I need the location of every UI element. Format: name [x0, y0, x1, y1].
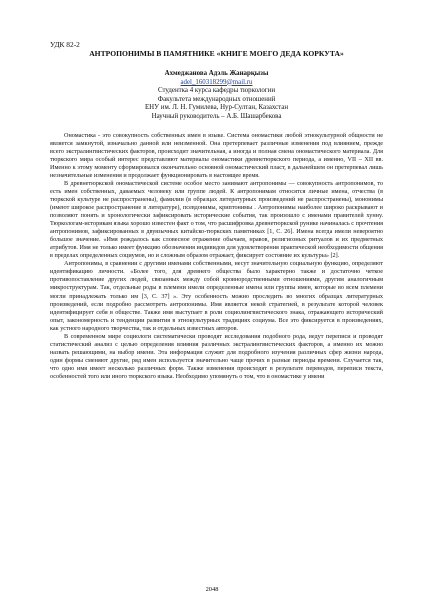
article-title: АНТРОПОНИМЫ В ПАМЯТНИКЕ «КНИГЕ МОЕГО ДЕДА КОРКУТА»: [89, 49, 344, 58]
page-number: 2048: [205, 586, 219, 593]
body-paragraph: Антропонимы, в сравнении с другими именами собственными, несут значительную социальную функцию, определяют идентификацию личности. «Более того, для древнего общества было характерно также и достаточно четкое противопоставление других людей, связанных между собой кровнородственными отношениями, другим аналогичным микроструктурам. Так, отдельные роды в племени имели определенные имена или группы имен, которые во всем племени могли принадлежать только им [3, С. 37] ». Эту особенность можно проследить во многих образцах литературных произведений, если подробно рассмотреть антропонимы. Имя является некой стратегией, в результате которой человек идентифицирует себя в обществе. Также имя выступает в роли социолингвистического знака, отражающего исторический опыт, закономерность и тенденции развития в этнокультурных традициях социума. Все это фиксируется в произведениях, как устного народного творчества, так и отдельных известных авторов.: [50, 260, 383, 332]
author-affiliation-line: Факультета международных отношений: [157, 95, 276, 103]
author-email-link[interactable]: adel_160318299@mail.ru: [180, 78, 253, 86]
author-affiliation-line: ЕНУ им. Л. Н. Гумилева, Нур-Султан, Казахстан: [144, 104, 289, 112]
scientific-supervisor: Научный руководитель – А.Б. Шашарбекова: [151, 112, 282, 120]
body-paragraph: В современном мире социологи систематически проводят исследования подобного рода, ведут переписи и проводят статистический анализ с целью определения влияния различных экстралингвистических факторов, а именно их можно назвать решающими, на выбор имени. Эта информация служит для подробного изучения различных сфер жизни народа, один формы сменяют другие, ряд имен используется значительно чаще прочих в разные периоды времени. Случается так, что одно имя имеет несколько различных форм. Также изменения происходят в результате переводов, переписи текста, особенностей того или иного тюркского языка. Необходимо упомянуть о том, что в ономастике у имени: [50, 332, 383, 380]
body-paragraph: В древнетюркской ономастической системе особое место занимают антропонимы — совокупность антропонимов, то есть имен собственных, даваемых человеку или группе людей. К антропонимам относятся личные имена, отчества (в тюркской культуре не распространены), фамилии (в образцах литературных произведений не распространены), мононимы (имеют широкое распространение в литературе), псевдонимы, криптонимы . Антропонимы наиболее широко раскрывают и позволяют понять и хронологически зафиксировать исторические события, так произошло с именами правителей хунну. Тюркологам-историкам языка хорошо известен факт о том, что расшифровка древнетюркской рунике начиналась с прочтения антропонимов, зафиксированных в двуязычных китайско-тюркских памятниках [1, С. 26]. Имена всегда имели невероятно большое значение. «Имя рождалось как словесное отражение обычаев, нравов, религиозных ритуалов и их предметных атрибутов. Имя не только имеет функцию обозначения индивидов для удовлетворения практической необходимости общения в пределах определенных социумов, но и сложным образом отражает, фиксирует состояние их культуры» [2].: [50, 179, 383, 260]
author-affiliation-line: Студентка 4 курса кафедры тюркологии: [157, 87, 276, 95]
article-body: [50, 132, 383, 381]
author-block: [50, 70, 383, 122]
body-paragraph: Ономастика - это совокупность собственных имен в языке. Система ономастики любой этнокультурной общности не является замкнутой, изначально данной или неизменной. Она претерпевает различные изменения под влиянием, прежде всего экстралингвистических факторов, происходит значительная, а иногда и полная смена ономастического материала. Для тюркского мира особый интерес представляют материалы ономастики древнетюркского периода, а именно, VII – XII вв. Именно к этому моменту сформировался окончательно основной ономастический пласт, в дальнейшем он претерпевал лишь незначительные изменения и продолжает функционировать в настоящее время.: [50, 131, 383, 179]
udk-code: УДК 82-2: [50, 40, 80, 49]
author-name: Ахмеджанова Адэль Жанарқызы: [164, 70, 269, 77]
